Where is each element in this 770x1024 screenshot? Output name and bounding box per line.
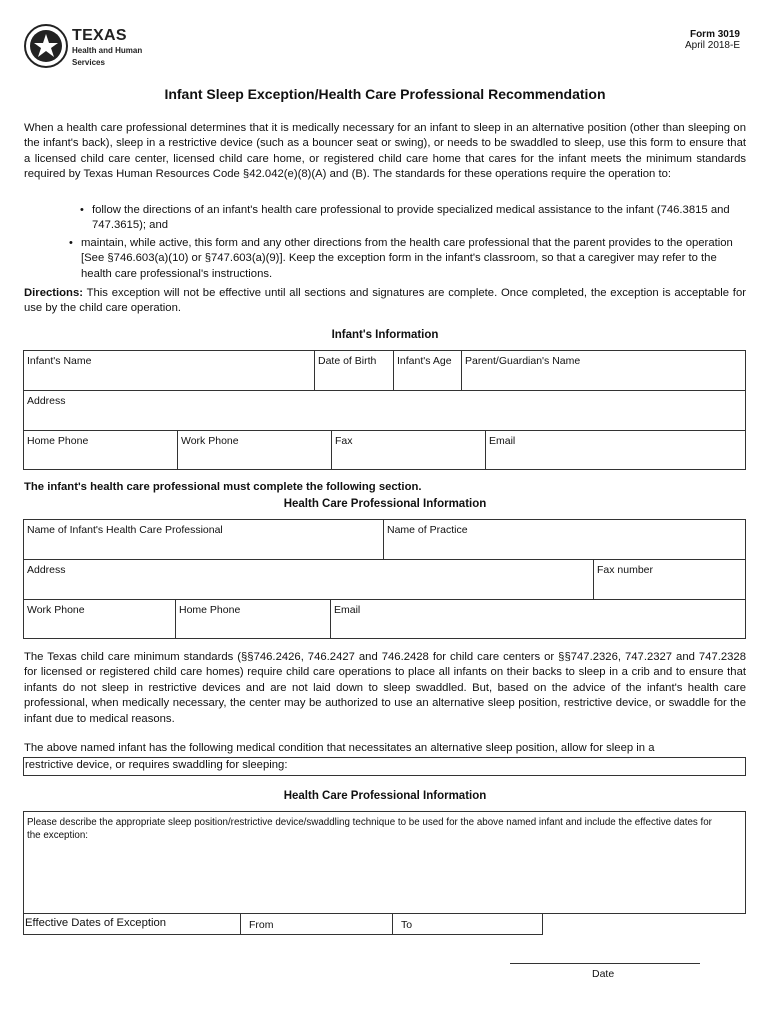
hcp-notice: The infant's health care professional must complete the following section. [24, 481, 422, 493]
field-label: Address [27, 395, 66, 407]
bullet-text: maintain, while active, this form and any other directions from the health care professional that the parent provides to the operation [See §746.603(a)(10) or §747.603(a)(9)]. Keep the exception form in the infant's classroom, so that a caregiver may refer to the health care professional's instructions. [81, 237, 733, 280]
hcp-address-field[interactable] [23, 559, 594, 600]
field-label: Infant's Name [27, 355, 92, 367]
field-label: Work Phone [27, 604, 85, 616]
directions-label: Directions: [24, 287, 84, 299]
field-label: Email [334, 604, 361, 616]
field-label: Address [27, 564, 66, 576]
field-label: Home Phone [27, 435, 89, 447]
field-label: Date of Birth [318, 355, 377, 367]
infant-info-table [23, 350, 746, 470]
field-label: To [401, 919, 413, 931]
infant-address-field[interactable] [23, 390, 746, 431]
field-label: Email [489, 435, 516, 447]
form-date: April 2018-E [684, 40, 740, 51]
field-label: Name of Practice [387, 524, 468, 536]
agency-title: TEXAS [72, 27, 127, 44]
intro-paragraph: When a health care professional determines that it is medically necessary for an infant to sleep in an alternative position (other than sleeping on the infant's back), sleep in a restrictive device (such as a bouncer seat or swing), or needs to be swaddled to sleep, use this form to ensure that a licensed child care center, licensed child care home, or registered child care home that cares for the infant meets the minimum standards required by Texas Human Resources Code §42.042(e)(8)(A) and (B). The standards for these operations require the operation to: [24, 122, 746, 181]
field-label: Fax number [597, 564, 654, 576]
field-label: Parent/Guardian's Name [465, 355, 581, 367]
infant-age-field[interactable] [393, 350, 462, 391]
field-label: From [249, 919, 274, 931]
dob-field[interactable] [314, 350, 394, 391]
page-title: Infant Sleep Exception/Health Care Professional Recommendation [164, 86, 606, 102]
practice-name-field[interactable] [383, 519, 746, 560]
directions-paragraph [24, 286, 746, 317]
hcp-email-field[interactable] [330, 599, 746, 639]
field-label: Home Phone [179, 604, 241, 616]
effective-dates-label: Effective Dates of Exception [25, 917, 167, 929]
directions-text: This exception will not be effective until all sections and signatures are complete. Once completed, the exception is acceptable for use by the child care operation. [24, 287, 746, 315]
hcp-section-2-title: Health Care Professional Information [283, 790, 487, 802]
agency-subtitle-2: Services [72, 58, 105, 67]
sleep-technique-instructions: Please describe the appropriate sleep position/restrictive device/swaddling technique to be used for the above named infant and include the effective dates for the exception: [27, 817, 712, 841]
bullet-dot-icon: • [69, 237, 73, 249]
from-date-field[interactable] [240, 913, 393, 935]
signature-date-label: Date [592, 968, 615, 980]
standards-paragraph: The Texas child care minimum standards (§§746.2426, 746.2427 and 746.2428 for child care centers or §§747.2326, 747.2327 and 747.2328 for licensed or registered child care homes) require child care operations to place all infants on their backs to sleep in a crib and to ensure that infants do not sleep in restrictive devices and are not laid down to sleep swaddled. But, based on the advice of the infant's health care professional, when medically necessary, the center may be authorized to use an alternative sleep position, restrictive device, or swaddle for the infant due to medical reasons. [24, 651, 746, 725]
bullet-item-1 [80, 203, 740, 234]
hcp-home-phone-field[interactable] [175, 599, 331, 639]
form-number: Form 3019 [689, 29, 740, 40]
medical-condition-field[interactable] [23, 757, 746, 776]
guardian-name-field[interactable] [461, 350, 746, 391]
condition-text-line-2: restrictive device, or requires swaddling for sleeping: [25, 759, 288, 771]
sleep-technique-field[interactable] [23, 811, 746, 914]
agency-subtitle-1: Health and Human [72, 46, 143, 55]
hcp-fax-field[interactable] [593, 559, 746, 600]
bullet-text: follow the directions of an infant's health care professional to provide specialized medical assistance to the infant (746.3815 and 747.3615); and [92, 204, 730, 232]
field-label: Fax [335, 435, 353, 447]
texas-seal-icon [24, 22, 68, 70]
bullet-item-2 [69, 236, 743, 282]
agency-name [72, 28, 142, 68]
infant-fax-field[interactable] [331, 430, 486, 470]
to-date-field[interactable] [392, 913, 542, 935]
hcp-section-title: Health Care Professional Information [283, 498, 487, 510]
hcp-work-phone-field[interactable] [23, 599, 176, 639]
signature-date-line[interactable] [510, 963, 700, 964]
infant-section-title: Infant's Information [331, 329, 439, 341]
field-label: Work Phone [181, 435, 239, 447]
field-label: Name of Infant's Health Care Professional [27, 524, 223, 536]
infant-email-field[interactable] [485, 430, 746, 470]
hcp-info-table [23, 519, 746, 639]
hcp-name-field[interactable] [23, 519, 384, 560]
field-label: Infant's Age [397, 355, 452, 367]
bullet-dot-icon: • [80, 204, 84, 216]
infant-work-phone-field[interactable] [177, 430, 332, 470]
infant-home-phone-field[interactable] [23, 430, 178, 470]
condition-text-line-1: The above named infant has the following medical condition that necessitates an alternative sleep position, allow for sleep in a [24, 742, 655, 754]
infant-name-field[interactable] [23, 350, 314, 391]
effective-dates-row [23, 913, 543, 935]
form-id [685, 29, 740, 51]
